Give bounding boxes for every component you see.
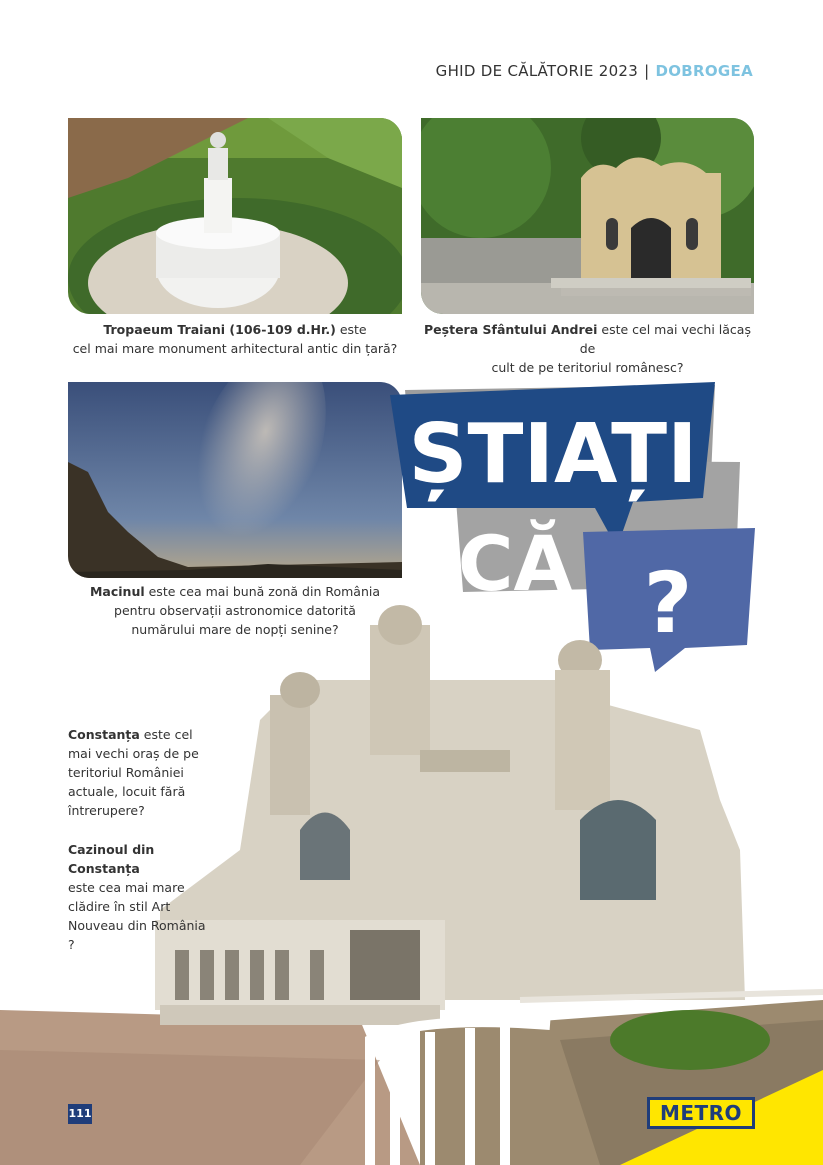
tropaeum-caption-rest: este xyxy=(335,322,367,337)
tropaeum-caption-bold: Tropaeum Traiani (106-109 d.Hr.) xyxy=(103,322,336,337)
tropaeum-caption xyxy=(68,320,402,358)
guide-title: GHID DE CĂLĂTORIE 2023 xyxy=(435,62,639,80)
question-mark: ? xyxy=(643,554,693,652)
macin-caption-rest: este cea mai bună zonă din România xyxy=(144,584,381,599)
cazinou-note-text: este cea mai mare clădire în stil Art Nouveau din România ? xyxy=(68,880,206,952)
macin-night-sky-photo xyxy=(68,382,402,578)
cazinou-note-bold: Cazinoul din Constanța xyxy=(68,842,155,876)
constanta-note-bold: Constanța xyxy=(68,727,140,742)
cazinou-note xyxy=(68,840,208,954)
metro-logo: METRO xyxy=(647,1097,755,1129)
tropaeum-traiani-photo xyxy=(68,118,402,314)
stiati-word: ȘTIAȚI xyxy=(408,407,698,502)
macin-caption-line2: pentru observații astronomice datorită xyxy=(114,603,356,618)
constanta-note xyxy=(68,725,208,820)
tropaeum-caption-line2: cel mai mare monument arhitectural antic din țară? xyxy=(72,341,398,356)
pestera-caption-bold: Peștera Sfântului Andrei xyxy=(424,322,598,337)
constanta-note-text: este cel mai vechi oraș de pe teritoriul României actuale, locuit fără întrerupere? xyxy=(68,727,199,818)
page-header xyxy=(436,62,753,80)
page-number: 111 xyxy=(68,1104,92,1124)
macin-caption-bold: Macinul xyxy=(89,584,145,599)
header-separator: | xyxy=(644,62,650,80)
region-name: DOBROGEA xyxy=(655,62,753,80)
pestera-caption-rest: este cel mai vechi lăcaș de xyxy=(579,322,751,356)
pestera-sfantului-andrei-photo xyxy=(421,118,754,314)
pestera-caption-line2: cult de pe teritoriul românesc? xyxy=(491,360,684,375)
macin-caption-line3: numărului mare de nopți senine? xyxy=(131,622,339,637)
pestera-caption xyxy=(421,320,754,377)
ca-word: CĂ xyxy=(457,519,573,608)
